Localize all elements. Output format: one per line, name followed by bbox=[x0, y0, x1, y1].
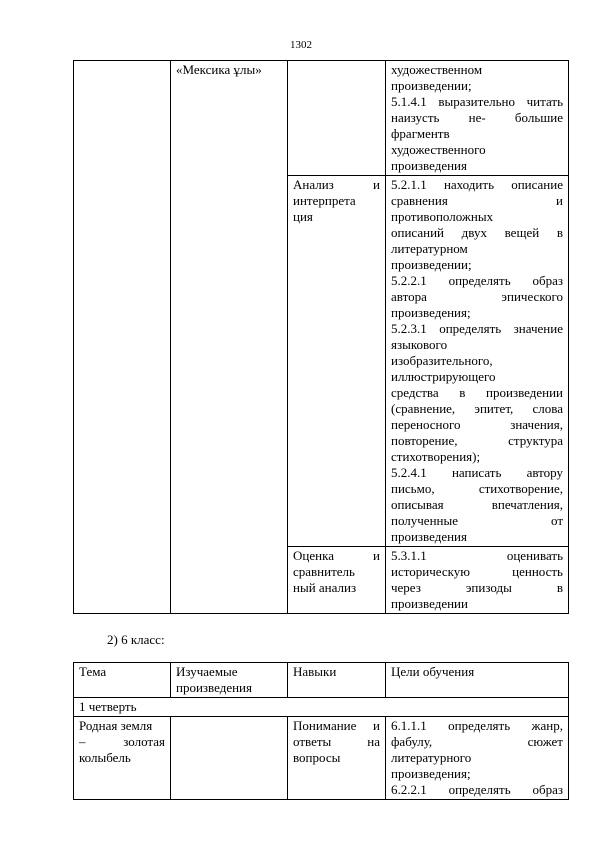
header-topic: Тема bbox=[74, 663, 171, 698]
works-cell bbox=[171, 717, 288, 800]
text-line: языкового bbox=[391, 337, 448, 352]
skill-cell bbox=[288, 717, 386, 800]
text-line: ответы на bbox=[293, 734, 380, 749]
text-line: изобразительного, bbox=[391, 353, 493, 368]
text-line: стихотворения); bbox=[391, 449, 481, 464]
skill-cell bbox=[288, 547, 386, 614]
text-line: письмо, стихотворение, bbox=[391, 481, 563, 496]
text-line: иллюстрирующего bbox=[391, 369, 496, 384]
text-line: произведения; bbox=[391, 766, 471, 781]
goals-cell bbox=[386, 717, 569, 800]
quarter-row bbox=[74, 698, 569, 717]
header-works: Изучаемые произведения bbox=[171, 663, 288, 698]
curriculum-table-grade-6 bbox=[73, 662, 569, 800]
curriculum-table-grade-5 bbox=[73, 60, 569, 614]
text-line: Понимание и bbox=[293, 718, 380, 733]
topic-cell bbox=[74, 61, 171, 614]
text-line: литературного bbox=[391, 750, 472, 765]
text-line: художественного bbox=[391, 142, 486, 157]
quarter-label: 1 четверть bbox=[74, 698, 569, 717]
text-line: произведения bbox=[391, 158, 467, 173]
text-line: Оценка и bbox=[293, 548, 380, 563]
goals-cell bbox=[386, 61, 569, 176]
text-line: произведении; bbox=[391, 257, 472, 272]
text-line: вопросы bbox=[293, 750, 341, 765]
text-line: 5.2.4.1 написать автору bbox=[391, 465, 563, 480]
page-number: 1302 bbox=[290, 39, 312, 51]
text-line: Анализ и bbox=[293, 177, 380, 192]
text-line: 6.1.1.1 определять жанр, bbox=[391, 718, 563, 733]
text-line: интерпрета bbox=[293, 193, 356, 208]
text-line: литературном bbox=[391, 241, 468, 256]
text-line: 5.3.1.1 оценивать bbox=[391, 548, 563, 563]
text-line: ный анализ bbox=[293, 580, 357, 595]
section-caption: 2) 6 класс: bbox=[107, 632, 165, 647]
text-line: автора эпического bbox=[391, 289, 563, 304]
text-line: противоположных bbox=[391, 209, 494, 224]
text-line: описаний двух вещей в bbox=[391, 225, 563, 240]
text-line: художественном bbox=[391, 62, 483, 77]
text-line: ция bbox=[293, 209, 313, 224]
table-row bbox=[74, 717, 569, 800]
skill-cell bbox=[288, 61, 386, 176]
text-line: фабулу, сюжет bbox=[391, 734, 563, 749]
text-line: переносного значения, bbox=[391, 417, 563, 432]
text-line: Родная земля bbox=[79, 718, 153, 733]
text-line: 5.2.2.1 определять образ bbox=[391, 273, 563, 288]
text-line: описывая впечатления, bbox=[391, 497, 563, 512]
text-line: 5.2.1.1 находить описание bbox=[391, 177, 563, 192]
text-line: 6.2.2.1 определять образ bbox=[391, 782, 563, 797]
text-line: сравнения и bbox=[391, 193, 563, 208]
skill-cell bbox=[288, 176, 386, 547]
text-line: средства в произведении bbox=[391, 385, 563, 400]
text-line: (сравнение, эпитет, слова bbox=[391, 401, 563, 416]
text-line: колыбель bbox=[79, 750, 131, 765]
text-line: через эпизоды в bbox=[391, 580, 563, 595]
text-line: произведения bbox=[391, 529, 467, 544]
text-line: произведении bbox=[391, 596, 468, 611]
text-line: 5.2.3.1 определять значение bbox=[391, 321, 563, 336]
table-header-row bbox=[74, 663, 569, 698]
text-line: повторение, структура bbox=[391, 433, 563, 448]
goals-cell bbox=[386, 547, 569, 614]
text-line: произведения; bbox=[391, 305, 471, 320]
text-line: наизусть не- большие bbox=[391, 110, 563, 125]
header-goals: Цели обучения bbox=[386, 663, 569, 698]
works-cell bbox=[171, 61, 288, 614]
text-line: – золотая bbox=[79, 734, 165, 749]
text-line: полученные от bbox=[391, 513, 563, 528]
text-line: произведении; bbox=[391, 78, 472, 93]
text-line: фрагментв bbox=[391, 126, 450, 141]
text-line: сравнитель bbox=[293, 564, 355, 579]
goals-cell bbox=[386, 176, 569, 547]
header-skills: Навыки bbox=[288, 663, 386, 698]
text-line: 5.1.4.1 выразительно читать bbox=[391, 94, 563, 109]
table-row bbox=[74, 61, 569, 176]
work-title: «Мексика ұлы» bbox=[176, 62, 262, 77]
topic-cell bbox=[74, 717, 171, 800]
text-line: историческую ценность bbox=[391, 564, 563, 579]
